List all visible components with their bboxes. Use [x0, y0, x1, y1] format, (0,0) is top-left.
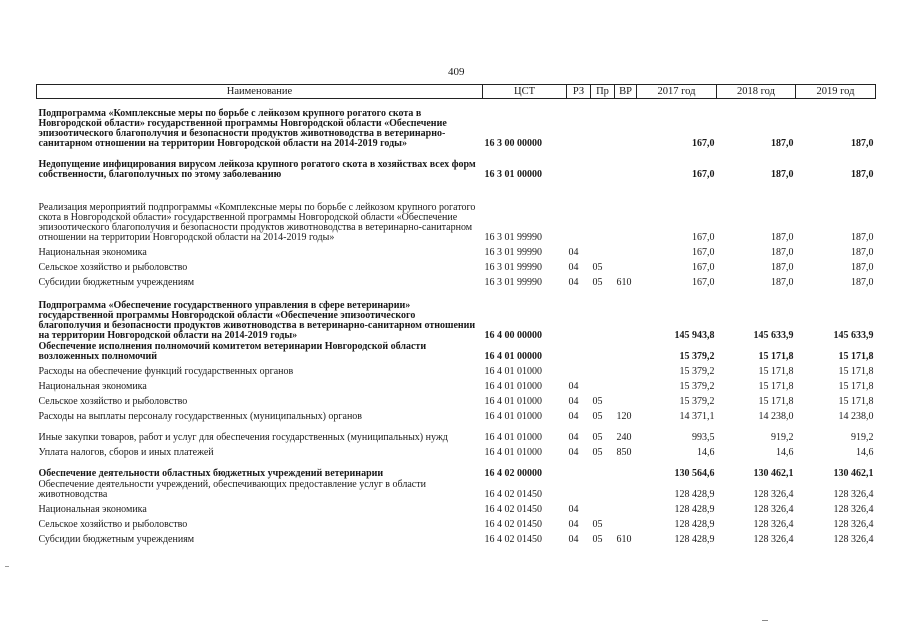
row-name: Недопущение инфицирования вирусом лейкоза крупного рогатого скота в хозяйствах всех форм собственности, благополучных по этому заболеванию	[38, 158, 476, 180]
row-vr	[615, 458, 637, 479]
row-vr	[615, 149, 637, 180]
row-cst: 16 3 01 99990	[484, 276, 542, 288]
row-cst: 16 4 02 01450	[484, 518, 542, 530]
row-2018: 15 171,8	[758, 380, 794, 392]
row-2019: 130 462,1	[833, 467, 874, 479]
row-vr: 610	[616, 276, 632, 288]
table-row	[37, 99, 876, 149]
row-2018: 15 171,8	[758, 350, 794, 362]
row-cst: 16 4 01 01000	[484, 431, 542, 443]
table-row	[37, 288, 876, 341]
row-2018: 145 633,9	[753, 329, 794, 341]
row-2017: 14,6	[697, 446, 715, 458]
table-row	[37, 500, 876, 515]
table-row	[37, 149, 876, 180]
table-row	[37, 422, 876, 443]
row-2018: 187,0	[771, 246, 794, 258]
row-vr: 120	[616, 410, 632, 422]
table-row	[37, 530, 876, 545]
row-name: Национальная экономика	[38, 503, 147, 515]
row-cst: 16 4 00 00000	[484, 329, 542, 341]
row-cst: 16 4 01 01000	[484, 365, 542, 377]
row-pr	[591, 377, 615, 392]
row-2018: 15 171,8	[758, 365, 794, 377]
table-row	[37, 443, 876, 458]
row-rz: 04	[568, 410, 579, 422]
table-body	[37, 99, 876, 545]
row-2018: 128 326,4	[753, 518, 794, 530]
row-cst: 16 4 02 01450	[484, 488, 542, 500]
row-rz: 04	[568, 276, 579, 288]
row-2018: 14 238,0	[758, 410, 794, 422]
row-name: Субсидии бюджетным учреждениям	[38, 533, 195, 545]
row-rz: 04	[568, 518, 579, 530]
row-rz: 04	[568, 533, 579, 545]
row-name: Сельское хозяйство и рыболовство	[38, 261, 188, 273]
table-row	[37, 515, 876, 530]
row-2019: 15 171,8	[838, 395, 874, 407]
row-2017: 128 428,9	[674, 518, 715, 530]
row-2019: 128 326,4	[833, 503, 874, 515]
row-rz	[567, 479, 591, 500]
row-vr	[615, 99, 637, 149]
row-vr	[615, 243, 637, 258]
row-pr	[591, 149, 615, 180]
row-2018: 187,0	[771, 231, 794, 243]
row-2018: 128 326,4	[753, 503, 794, 515]
row-cst: 16 3 01 99990	[484, 231, 542, 243]
row-vr: 240	[616, 431, 632, 443]
row-cst: 16 3 01 00000	[484, 168, 542, 180]
row-name: Обеспечение исполнения полномочий комитетом ветеринарии Новгородской области возложенных полномочий	[38, 340, 427, 362]
row-cst: 16 4 01 01000	[484, 380, 542, 392]
row-pr: 05	[592, 410, 603, 422]
row-2017: 167,0	[692, 137, 715, 149]
row-rz	[567, 149, 591, 180]
budget-table	[36, 84, 876, 545]
row-rz	[567, 341, 591, 362]
row-cst: 16 4 01 01000	[484, 446, 542, 458]
row-2019: 128 326,4	[833, 488, 874, 500]
row-pr	[591, 180, 615, 243]
row-2017: 167,0	[692, 231, 715, 243]
row-2017: 167,0	[692, 168, 715, 180]
table-row	[37, 273, 876, 288]
row-vr	[615, 362, 637, 377]
row-name: Субсидии бюджетным учреждениям	[38, 276, 195, 288]
row-2018: 128 326,4	[753, 533, 794, 545]
row-2018: 128 326,4	[753, 488, 794, 500]
table-row	[37, 458, 876, 479]
row-pr: 05	[592, 276, 603, 288]
row-2019: 14,6	[856, 446, 874, 458]
row-pr: 05	[592, 533, 603, 545]
row-2017: 15 379,2	[679, 395, 715, 407]
row-2018: 187,0	[771, 168, 794, 180]
row-rz: 04	[568, 503, 579, 515]
row-2017: 167,0	[692, 276, 715, 288]
row-pr: 05	[592, 518, 603, 530]
row-2019: 187,0	[851, 246, 874, 258]
row-2017: 167,0	[692, 261, 715, 273]
row-vr	[615, 180, 637, 243]
table-row	[37, 407, 876, 422]
row-rz: 04	[568, 395, 579, 407]
row-vr	[615, 500, 637, 515]
row-pr	[591, 243, 615, 258]
row-name: Реализация мероприятий подпрограммы «Комплексные меры по борьбе с лейкозом крупного рогатого скота в Новгородской области» государственной программы Новгородской области «Обеспечение эпизоотического благополучия и безопасности продуктов животноводства в ветеринарно-санитарном отношении на территории Новгородской области на 2014-2019 годы»	[38, 201, 476, 243]
row-2019: 15 171,8	[838, 350, 874, 362]
row-2019: 145 633,9	[833, 329, 874, 341]
row-name: Сельское хозяйство и рыболовство	[38, 518, 188, 530]
row-pr	[591, 479, 615, 500]
row-2017: 15 379,2	[679, 380, 715, 392]
row-pr	[591, 362, 615, 377]
row-rz	[567, 362, 591, 377]
row-2018: 187,0	[771, 276, 794, 288]
row-name: Обеспечение деятельности учреждений, обеспечивающих предоставление услуг в области животноводства	[38, 478, 426, 500]
row-2019: 919,2	[851, 431, 874, 443]
row-rz: 04	[568, 261, 579, 273]
row-2019: 15 171,8	[838, 380, 874, 392]
header-pr: Пр	[591, 85, 615, 99]
row-rz: 04	[568, 446, 579, 458]
row-vr	[615, 341, 637, 362]
row-2019: 187,0	[851, 231, 874, 243]
row-cst: 16 4 01 01000	[484, 410, 542, 422]
row-2017: 15 379,2	[679, 365, 715, 377]
row-2019: 187,0	[851, 261, 874, 273]
row-name: Уплата налогов, сборов и иных платежей	[38, 446, 214, 458]
row-rz: 04	[568, 246, 579, 258]
row-2017: 128 428,9	[674, 488, 715, 500]
row-vr	[615, 515, 637, 530]
row-2019: 128 326,4	[833, 533, 874, 545]
row-2017: 145 943,8	[674, 329, 715, 341]
row-cst: 16 3 01 99990	[484, 246, 542, 258]
table-row	[37, 377, 876, 392]
row-2017: 130 564,6	[674, 467, 715, 479]
row-cst: 16 4 02 01450	[484, 503, 542, 515]
row-cst: 16 4 01 00000	[484, 350, 542, 362]
row-2019: 187,0	[851, 168, 874, 180]
row-vr	[615, 392, 637, 407]
row-rz: 04	[568, 380, 579, 392]
row-rz	[567, 288, 591, 341]
row-pr: 05	[592, 261, 603, 273]
table-row	[37, 180, 876, 243]
row-rz	[567, 180, 591, 243]
row-cst: 16 3 01 99990	[484, 261, 542, 273]
header-name: Наименование	[37, 85, 483, 99]
row-vr	[615, 288, 637, 341]
row-2017: 128 428,9	[674, 533, 715, 545]
row-vr	[615, 479, 637, 500]
row-2019: 187,0	[851, 276, 874, 288]
header-2018: 2018 год	[717, 85, 796, 99]
table-row	[37, 258, 876, 273]
row-2017: 167,0	[692, 246, 715, 258]
row-rz	[567, 458, 591, 479]
row-2018: 15 171,8	[758, 395, 794, 407]
header-rz: РЗ	[567, 85, 591, 99]
row-2018: 919,2	[771, 431, 794, 443]
table-row	[37, 341, 876, 362]
row-2018: 130 462,1	[753, 467, 794, 479]
row-cst: 16 4 01 01000	[484, 395, 542, 407]
row-vr: 850	[616, 446, 632, 458]
row-cst: 16 4 02 00000	[484, 467, 542, 479]
header-2017: 2017 год	[637, 85, 717, 99]
table-row	[37, 243, 876, 258]
table-header-row	[37, 85, 876, 99]
row-2017: 15 379,2	[679, 350, 715, 362]
row-vr	[615, 377, 637, 392]
row-name: Обеспечение деятельности областных бюджетных учреждений ветеринарии	[38, 467, 384, 479]
row-pr: 05	[592, 446, 603, 458]
row-pr: 05	[592, 395, 603, 407]
row-pr	[591, 288, 615, 341]
row-name: Подпрограмма «Обеспечение государственного управления в сфере ветеринарии» государственной программы Новгородской области «Обеспечение эпизоотического благополучия и безопасности продуктов животноводства в ветеринарно-санитарном отношении на территории Новгородской области на 2014-2019 годы»	[38, 299, 476, 341]
table-row	[37, 392, 876, 407]
row-cst: 16 4 02 01450	[484, 533, 542, 545]
row-name: Сельское хозяйство и рыболовство	[38, 395, 188, 407]
row-2019: 14 238,0	[838, 410, 874, 422]
row-2017: 14 371,1	[679, 410, 715, 422]
row-name: Подпрограмма «Комплексные меры по борьбе с лейкозом крупного рогатого скота в Новгородской области» государственной программы Новгородской области «Обеспечение эпизоотического благополучия и безопасности продуктов животноводства в ветеринарно-санитарном отношении на территории Новгородской области на 2014-2019 годы»	[38, 107, 447, 149]
row-name: Иные закупки товаров, работ и услуг для обеспечения государственных (муниципальных) нужд	[38, 431, 448, 443]
row-2018: 187,0	[771, 261, 794, 273]
row-cst: 16 3 00 00000	[484, 137, 542, 149]
row-name: Расходы на выплаты персоналу государственных (муниципальных) органов	[38, 410, 363, 422]
row-rz	[567, 99, 591, 149]
row-name: Национальная экономика	[38, 380, 147, 392]
row-vr	[615, 258, 637, 273]
row-2019: 128 326,4	[833, 518, 874, 530]
row-pr	[591, 99, 615, 149]
row-name: Национальная экономика	[38, 246, 147, 258]
row-rz: 04	[568, 431, 579, 443]
row-vr: 610	[616, 533, 632, 545]
row-pr: 05	[592, 431, 603, 443]
row-2017: 993,5	[692, 431, 715, 443]
table-row	[37, 479, 876, 500]
corner-mark	[762, 620, 768, 621]
row-2018: 14,6	[776, 446, 794, 458]
row-2017: 128 428,9	[674, 503, 715, 515]
row-pr	[591, 341, 615, 362]
row-pr	[591, 458, 615, 479]
page-number: 409	[448, 66, 465, 78]
row-2019: 187,0	[851, 137, 874, 149]
row-2018: 187,0	[771, 137, 794, 149]
table-row	[37, 362, 876, 377]
header-2019: 2019 год	[796, 85, 876, 99]
row-2019: 15 171,8	[838, 365, 874, 377]
margin-mark	[5, 566, 9, 567]
header-vr: ВР	[615, 85, 637, 99]
row-pr	[591, 500, 615, 515]
header-cst: ЦСТ	[483, 85, 567, 99]
row-name: Расходы на обеспечение функций государственных органов	[38, 365, 294, 377]
